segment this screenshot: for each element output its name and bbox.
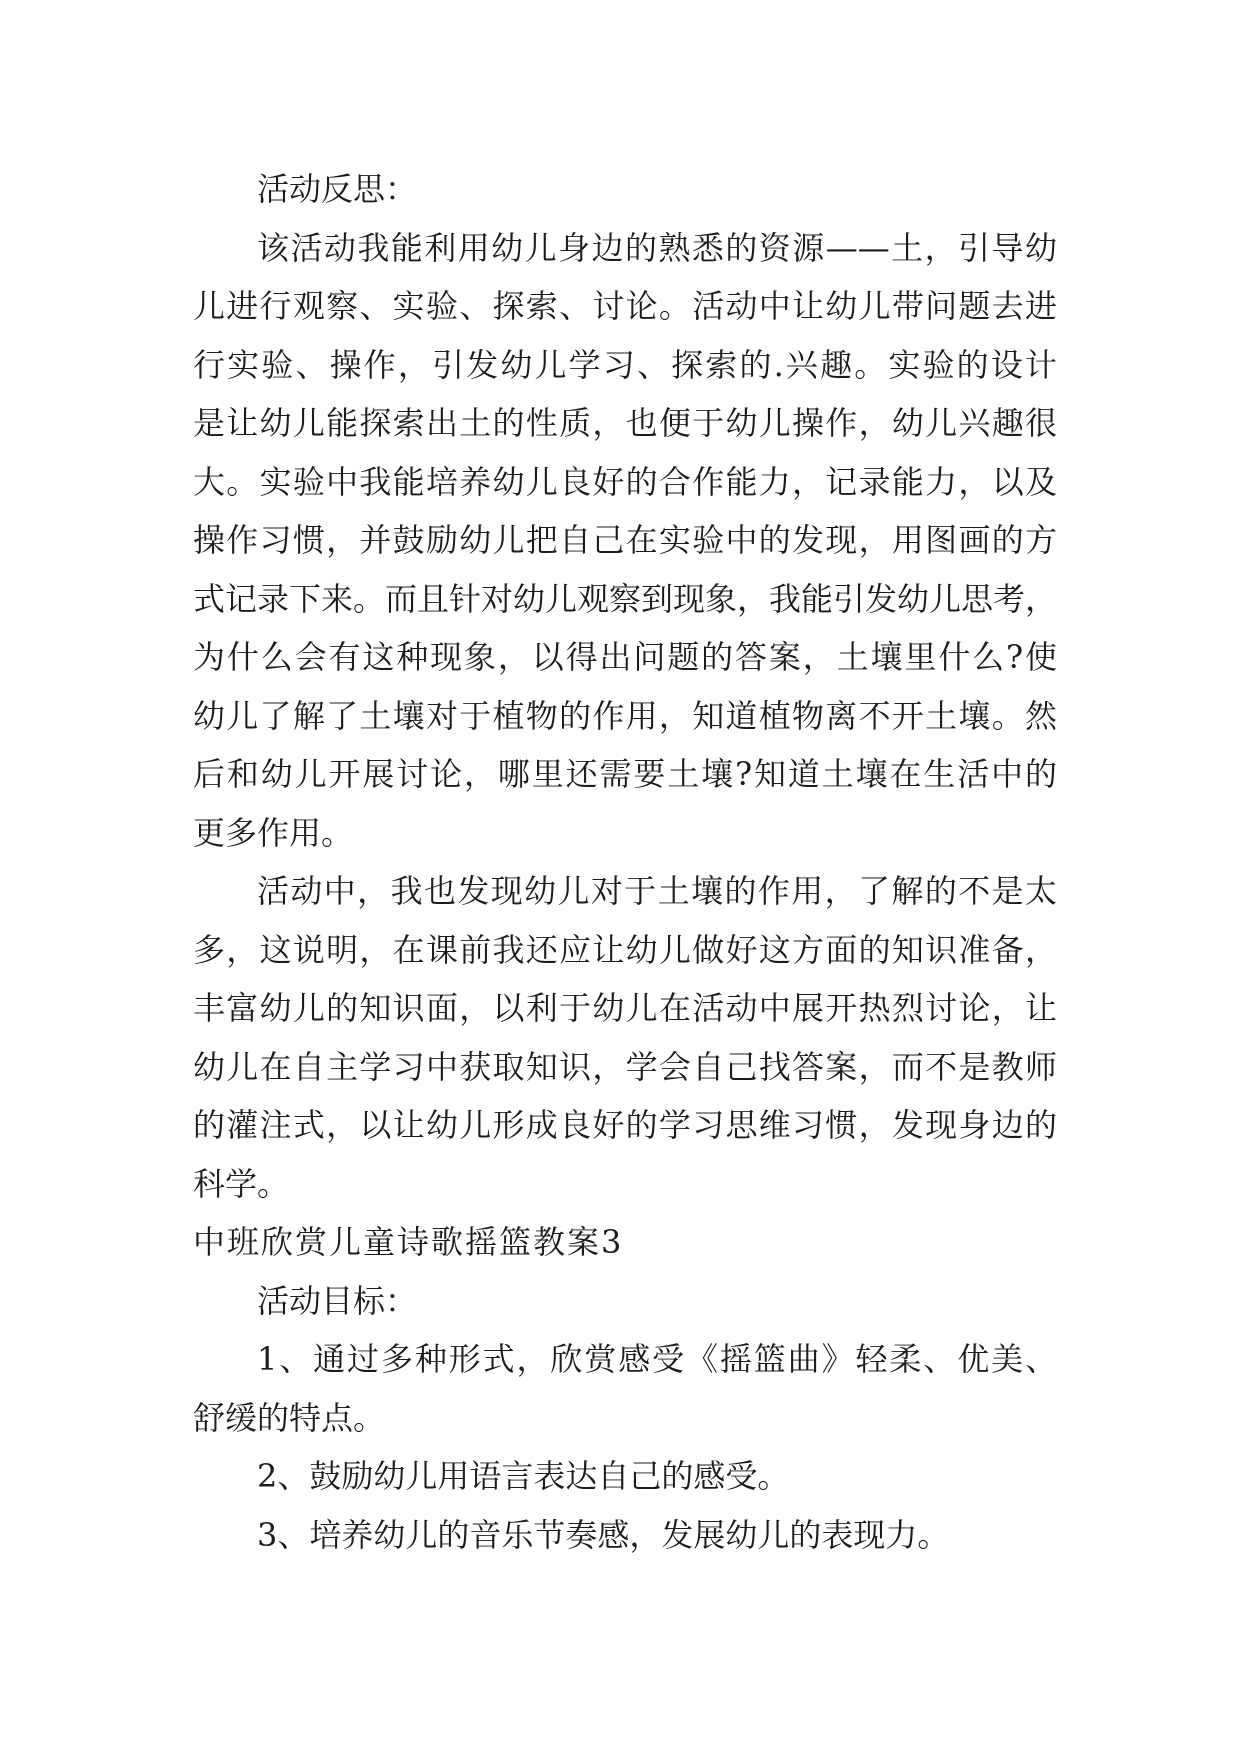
objective-line: 1、通过多种形式，欣赏感受《摇篮曲》轻柔、优美、 bbox=[257, 1340, 1057, 1378]
objective-item-3 bbox=[193, 1506, 1057, 1565]
paragraph-line: 儿进行观察、实验、探索、讨论。活动中让幼儿带问题去进 bbox=[193, 287, 1057, 325]
paragraph-line: 幼儿了解了土壤对于植物的作用，知道植物离不开土壤。然 bbox=[193, 696, 1057, 735]
paragraph-line: 后和幼儿开展讨论，哪里还需要土壤?知道土壤在生活中的 bbox=[193, 755, 1057, 793]
lesson-title: 中班欣赏儿童诗歌摇篮教案3 bbox=[193, 1223, 624, 1261]
objective-line: 2、鼓励幼儿用语言表达自己的感受。 bbox=[257, 1457, 790, 1495]
paragraph-line: 多，这说明，在课前我还应让幼儿做好这方面的知识准备， bbox=[193, 930, 1057, 969]
paragraph-line: 式记录下来。而且针对幼儿观察到现象，我能引发幼儿思考， bbox=[193, 579, 1058, 618]
paragraph-line: 科学。 bbox=[193, 1164, 290, 1203]
paragraph-line: 幼儿在自主学习中获取知识，学会自己找答案，而不是教师 bbox=[193, 1047, 1057, 1086]
paragraph-line: 操作习惯，并鼓励幼儿把自己在实验中的发现，用图画的方 bbox=[193, 521, 1057, 559]
reflection-paragraph-2 bbox=[193, 862, 1057, 1213]
objective-item-2 bbox=[193, 1447, 1057, 1506]
reflection-paragraph-1 bbox=[193, 219, 1057, 863]
paragraph-line: 为什么会有这种现象，以得出问题的答案，土壤里什么?使 bbox=[193, 638, 1057, 676]
paragraph-line: 该活动我能利用幼儿身边的熟悉的资源——土，引导幼 bbox=[257, 228, 1057, 267]
paragraph-line: 丰富幼儿的知识面，以利于幼儿在活动中展开热烈讨论，让 bbox=[193, 989, 1057, 1027]
objective-line: 3、培养幼儿的音乐节奏感，发展幼儿的表现力。 bbox=[257, 1515, 950, 1554]
objective-line: 舒缓的特点。 bbox=[193, 1398, 386, 1437]
objective-item-1 bbox=[193, 1330, 1057, 1447]
paragraph-line: 是让幼儿能探索出土的性质，也便于幼儿操作，幼儿兴趣很 bbox=[193, 404, 1057, 442]
paragraph-line: 活动中，我也发现幼儿对于土壤的作用，了解的不是太 bbox=[257, 872, 1057, 910]
objectives-heading: 活动目标： bbox=[257, 1281, 418, 1320]
paragraph-line: 的灌注式，以让幼儿形成良好的学习思维习惯，发现身边的 bbox=[193, 1106, 1057, 1144]
paragraph-line: 大。实验中我能培养幼儿良好的合作能力，记录能力，以及 bbox=[193, 462, 1057, 501]
paragraph-line: 行实验、操作，引发幼儿学习、探索的.兴趣。实验的设计 bbox=[193, 345, 1057, 384]
document-body bbox=[193, 160, 1057, 1564]
paragraph-line: 更多作用。 bbox=[193, 813, 354, 852]
reflection-heading: 活动反思： bbox=[257, 170, 418, 208]
